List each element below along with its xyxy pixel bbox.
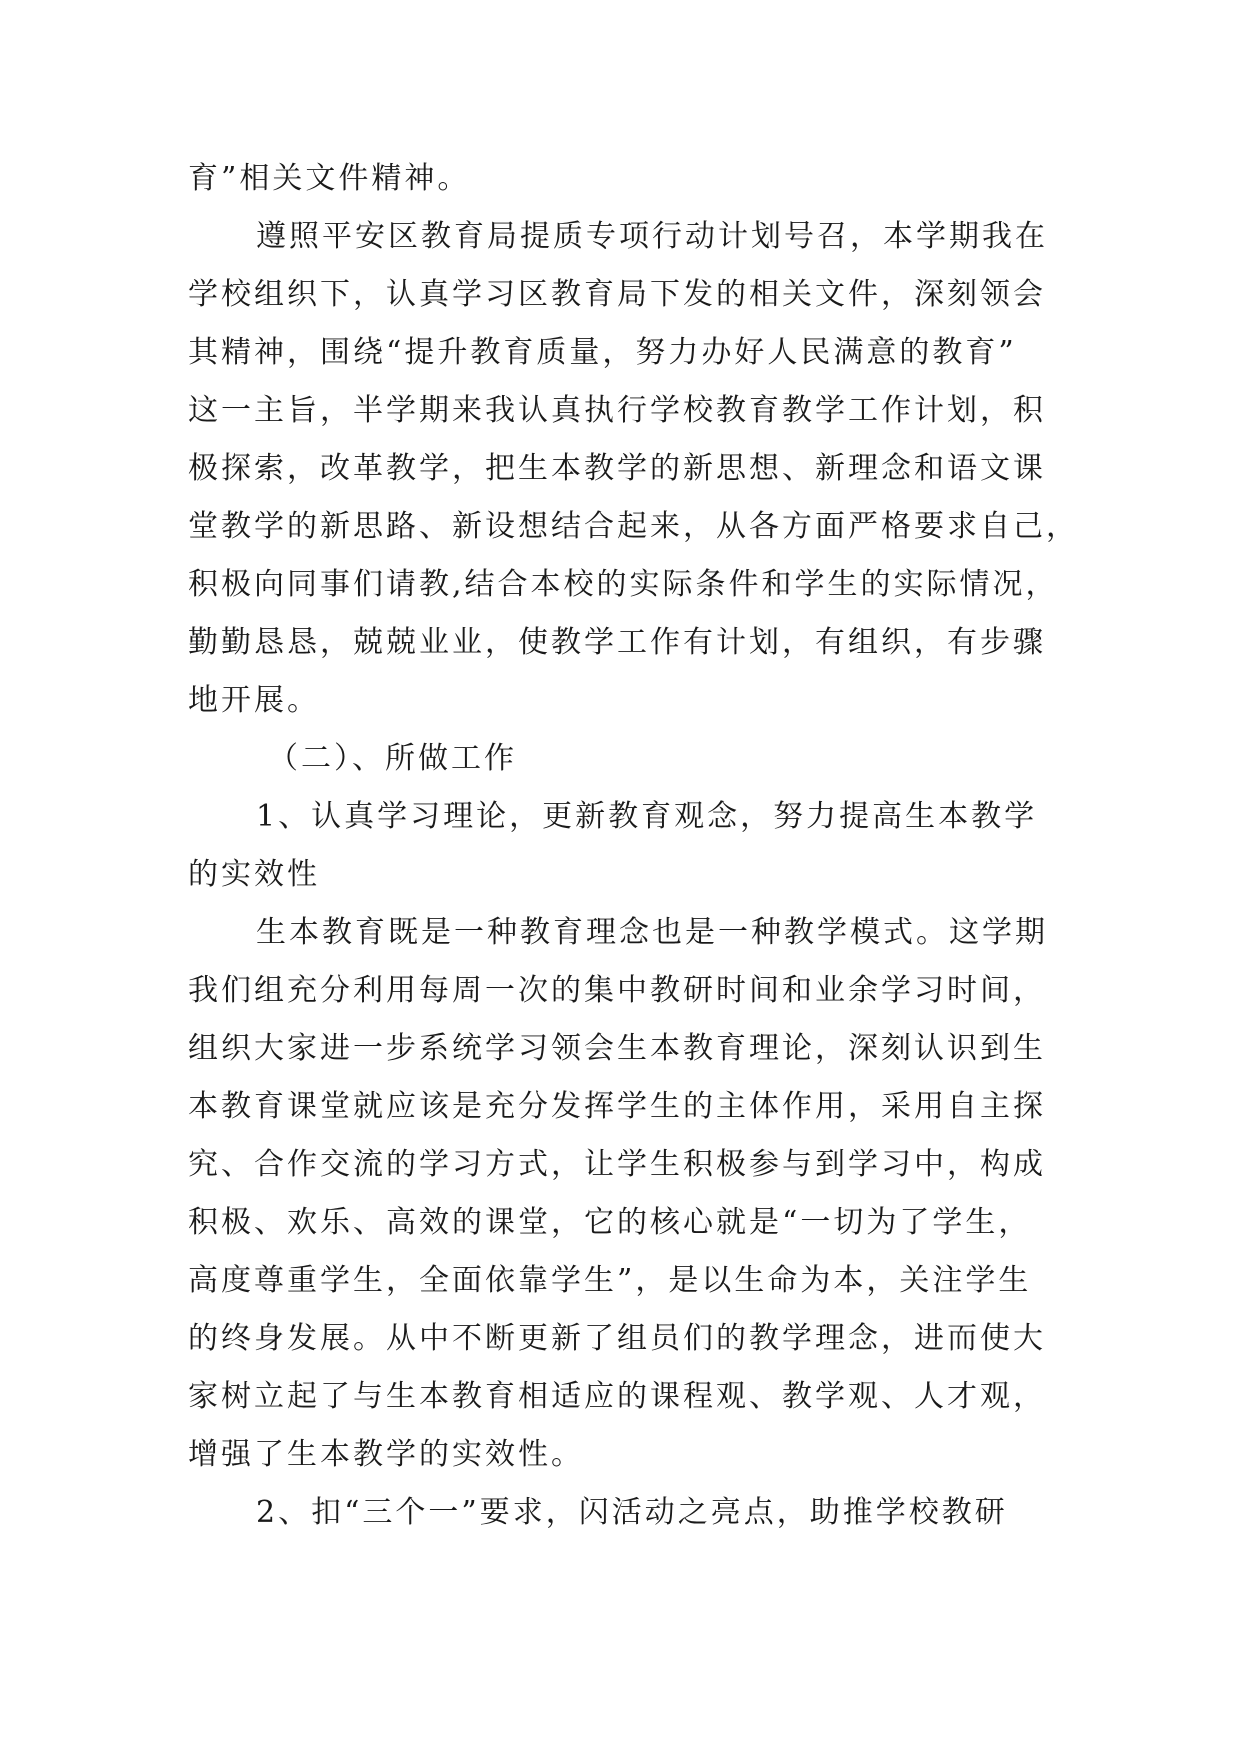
text-line: 积极向同事们请教,结合本校的实际条件和学生的实际情况，	[188, 567, 1059, 602]
text-line: 这一主旨，半学期来我认真执行学校教育教学工作计划，积	[188, 393, 1046, 428]
text-line: 增强了生本教学的实效性。	[188, 1437, 584, 1472]
subheading-line: 2、扣“三个一”要求，闪活动之亮点，助推学校教研	[256, 1495, 1008, 1530]
subheading-line: 1、认真学习理论，更新教育观念，努力提高生本教学	[256, 799, 1038, 834]
text-line: 积极、欢乐、高效的课堂，它的核心就是“一切为了学生，	[188, 1205, 1032, 1240]
text-line: 我们组充分利用每周一次的集中教研时间和业余学习时间，	[188, 973, 1046, 1008]
text-line: 勤勤恳恳，兢兢业业，使教学工作有计划，有组织，有步骤	[188, 625, 1046, 660]
text-line: 的终身发展。从中不断更新了组员们的教学理念，进而使大	[188, 1321, 1046, 1356]
text-line: 地开展。	[188, 683, 320, 718]
section-heading: （二）、所做工作	[268, 741, 517, 776]
text-line: 其精神，围绕“提升教育质量，努力办好人民满意的教育”	[188, 335, 1017, 370]
text-line: 育”相关文件精神。	[188, 161, 471, 196]
text-line: 究、合作交流的学习方式，让学生积极参与到学习中，构成	[188, 1147, 1046, 1182]
text-line: 遵照平安区教育局提质专项行动计划号召，本学期我在	[256, 219, 1048, 254]
text-line: 组织大家进一步系统学习领会生本教育理论，深刻认识到生	[188, 1031, 1046, 1066]
text-line: 家树立起了与生本教育相适应的课程观、教学观、人才观，	[188, 1379, 1046, 1414]
text-line: 本教育课堂就应该是充分发挥学生的主体作用，采用自主探	[188, 1089, 1046, 1124]
text-line: 堂教学的新思路、新设想结合起来，从各方面严格要求自己，	[188, 509, 1079, 544]
text-line: 学校组织下，认真学习区教育局下发的相关文件，深刻领会	[188, 277, 1046, 312]
body-text	[188, 150, 1079, 1542]
text-line: 高度尊重学生，全面依靠学生”，是以生命为本，关注学生	[188, 1263, 1032, 1298]
subheading-line: 的实效性	[188, 857, 320, 892]
text-line: 极探索，改革教学，把生本教学的新思想、新理念和语文课	[188, 451, 1046, 486]
text-line: 生本教育既是一种教育理念也是一种教学模式。这学期	[256, 915, 1048, 950]
